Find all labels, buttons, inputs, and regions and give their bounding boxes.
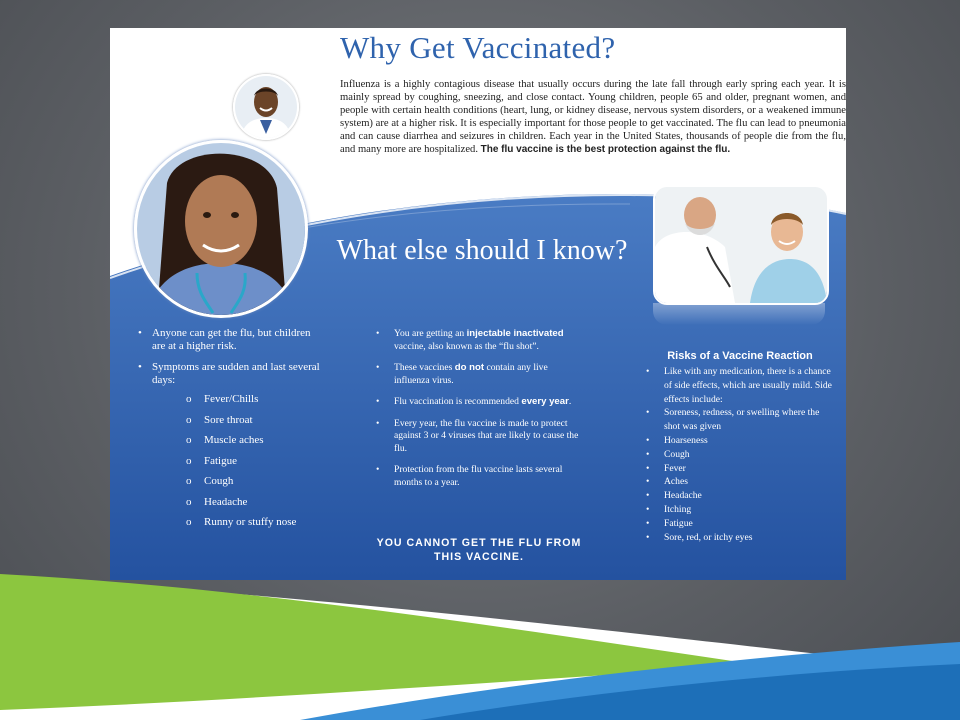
section-heading: What else should I know? (336, 235, 628, 266)
text-segment: vaccine, also known as the “flu shot”. (394, 340, 539, 352)
symptoms-list (152, 393, 326, 529)
male-doctor-photo (233, 74, 299, 140)
text-segment: These vaccines (394, 362, 455, 373)
list-item-text: Symptoms are sudden and last several days: (152, 361, 320, 386)
slide-decoration (0, 560, 960, 720)
text-segment: contain any live influenza virus. (394, 362, 548, 386)
list-item: • Fever (640, 462, 832, 476)
list-item: • Aches (640, 475, 832, 489)
list-item: • Hoarseness (640, 434, 832, 448)
warning-text: YOU CANNOT GET THE FLU FROM THIS VACCINE. (376, 537, 582, 563)
text-segment: . (568, 396, 572, 407)
text-segment: You are getting an (394, 328, 467, 339)
list-item: • Like with any medication, there is a chance of side effects, which are usually mild. Side effects include: (640, 365, 832, 406)
page-title: Why Get Vaccinated? (340, 30, 616, 65)
symptom-item: o Cough (152, 475, 326, 488)
risks-list (640, 365, 832, 544)
symptom-item: o Fatigue (152, 455, 326, 468)
symptom-item: o Muscle aches (152, 434, 326, 447)
list-item (374, 362, 584, 387)
bold-text: every year (521, 396, 569, 407)
list-item (374, 396, 584, 409)
list-item: • Every year, the flu vaccine is made to protect against 3 or 4 viruses that are likely to cause the flu. (374, 418, 584, 456)
risks-title: Risks of a Vaccine Reaction (667, 350, 813, 362)
text-segment: Flu vaccination is recommended (394, 396, 522, 407)
list-item (136, 361, 326, 529)
symptom-item: o Runny or stuffy nose (152, 516, 326, 529)
list-item (374, 328, 584, 353)
flu-facts-list (136, 327, 326, 537)
symptom-item: o Headache (152, 496, 326, 509)
symptom-item: o Fever/Chills (152, 393, 326, 406)
list-item: • Sore, red, or itchy eyes (640, 531, 832, 545)
bold-text: injectable inactivated (466, 328, 564, 339)
doctor-child-photo (653, 185, 829, 305)
brochure-image (110, 28, 846, 580)
list-item: • Headache (640, 489, 832, 503)
list-item: • Cough (640, 448, 832, 462)
list-item: • Fatigue (640, 517, 832, 531)
list-item: • Protection from the flu vaccine lasts several months to a year. (374, 464, 584, 489)
nurse-photo (134, 140, 308, 318)
vaccine-facts-list (374, 328, 584, 498)
intro-paragraph (340, 78, 846, 156)
list-item: • Anyone can get the flu, but children are at a higher risk. (136, 327, 326, 353)
photo-reflection (653, 303, 825, 325)
symptom-item: o Sore throat (152, 414, 326, 427)
intro-text: Influenza is a highly contagious disease that usually occurs during the late fall through early spring each year. It is mainly spread by coughing, sneezing, and close contact. Young children, people 65 and older, pregnant women, and people with certain health conditions (heart, lung, or kidney disease, nervous system disorders, or a weakened immune system) are at a higher risk. It is especially important for those people to get vaccinated. The flu can lead to pneumonia and can cause diarrhea and seizures in children. Each year in the United States, thousands of people die from the flu, and many more are hospitalized. (340, 79, 846, 155)
list-item: • Soreness, redness, or swelling where the shot was given (640, 406, 832, 434)
list-item: • Itching (640, 503, 832, 517)
intro-bold-text: The flu vaccine is the best protection against the flu. (480, 144, 731, 155)
bold-text: do not (454, 362, 485, 373)
